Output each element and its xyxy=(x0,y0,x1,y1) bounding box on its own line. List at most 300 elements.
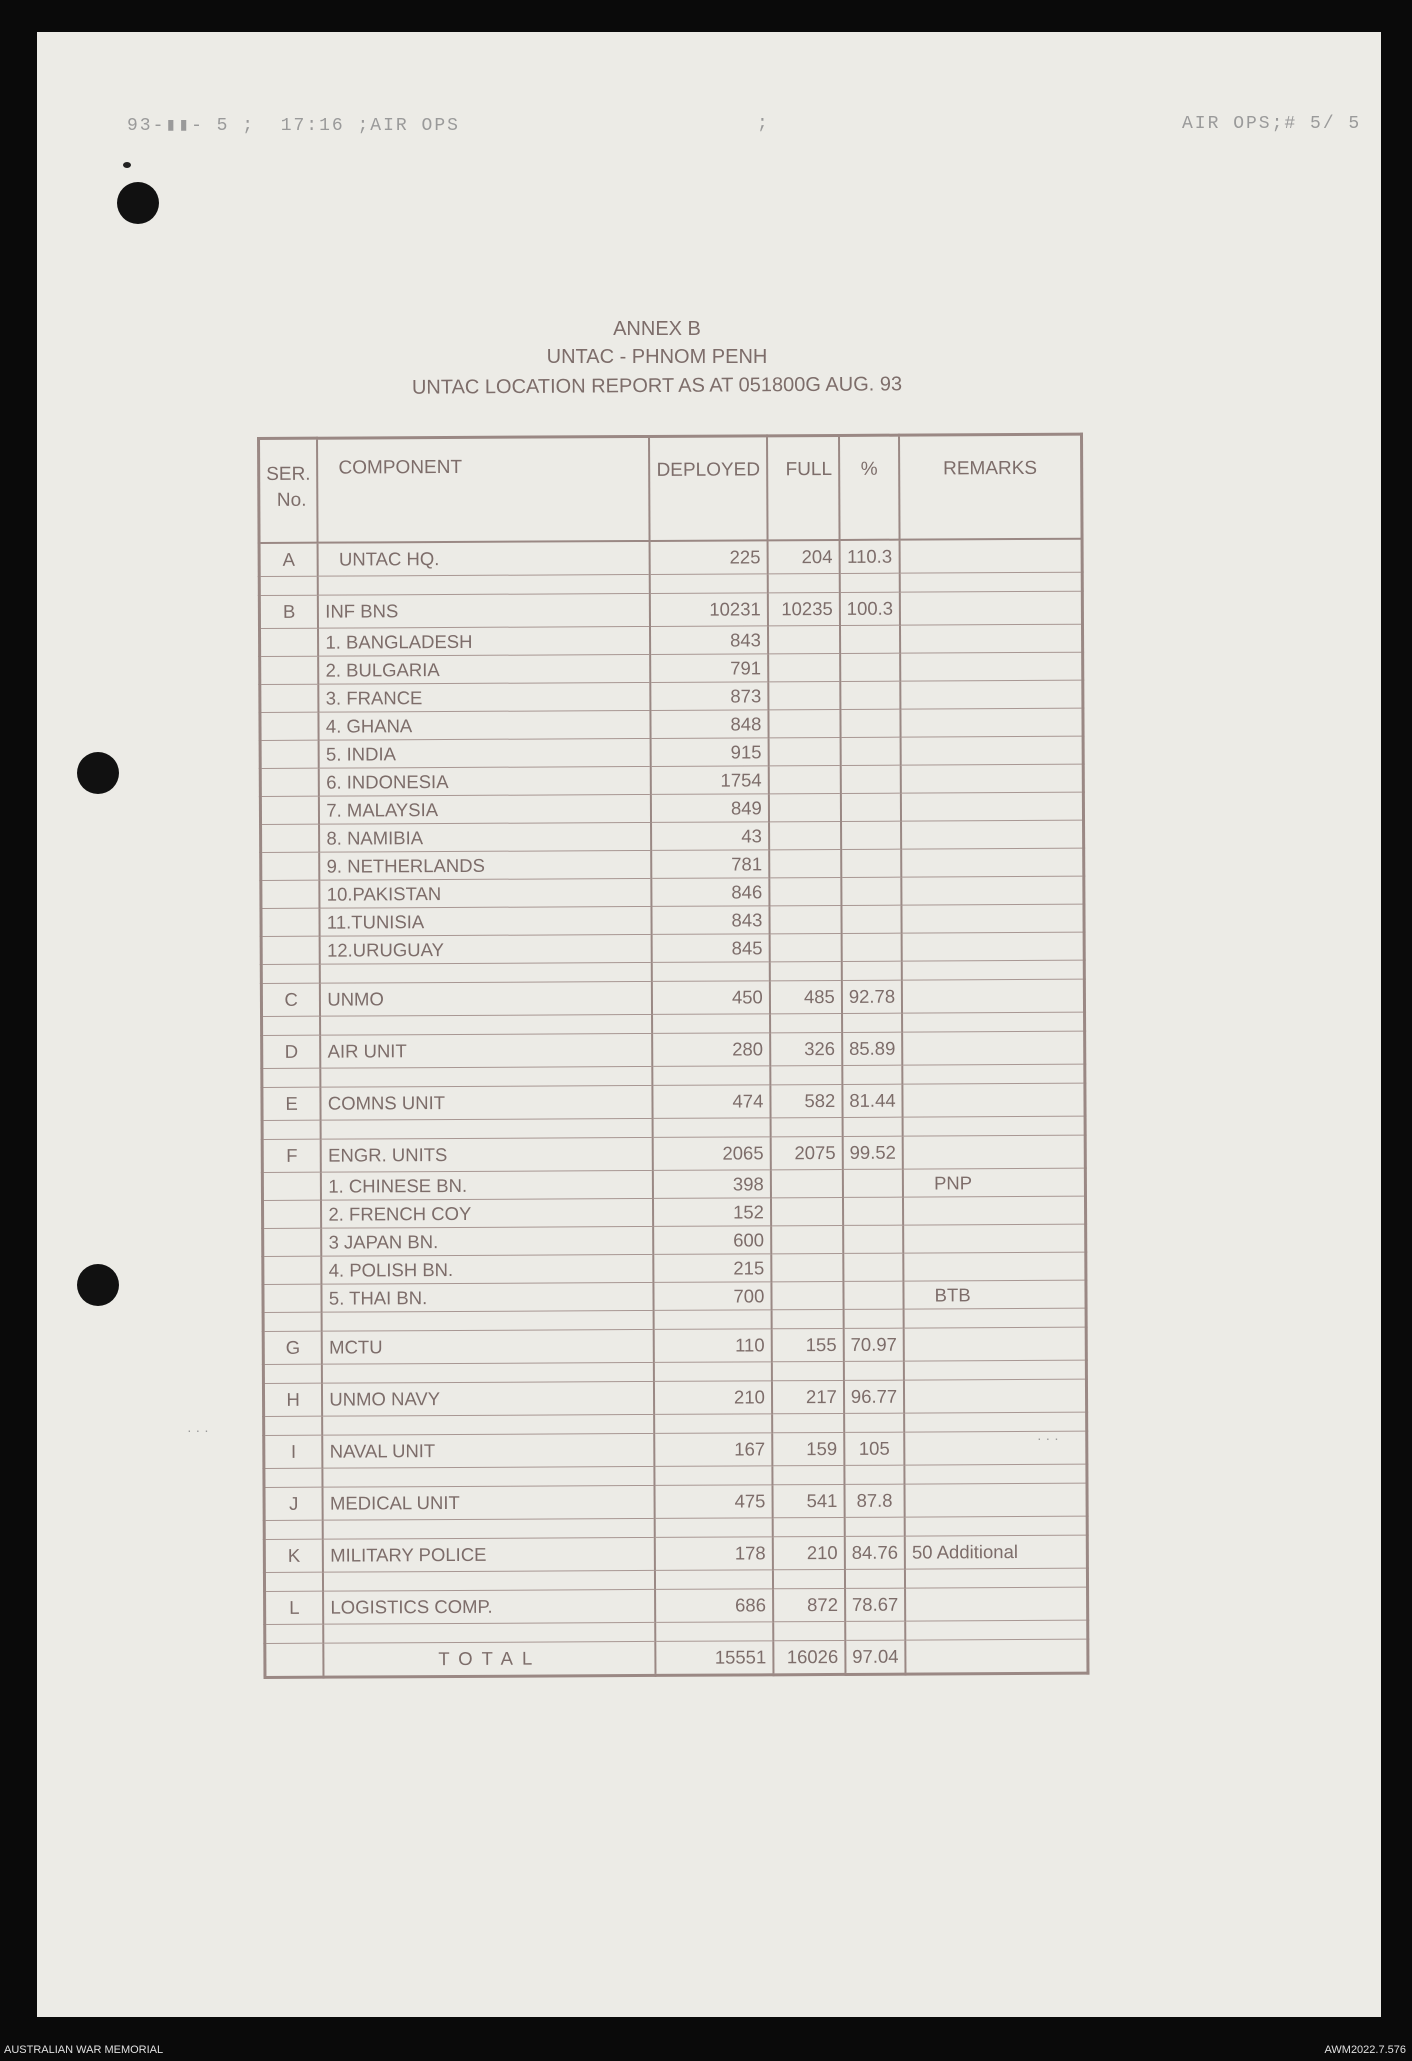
component-cell: UNMO NAVY xyxy=(322,1381,654,1416)
full-cell xyxy=(769,765,841,793)
empty-cell xyxy=(323,1570,655,1591)
sub-component-row xyxy=(263,1224,1086,1256)
header-component: COMPONENT xyxy=(317,436,650,542)
sub-component-row xyxy=(260,792,1083,824)
remarks-cell xyxy=(900,624,1082,653)
remarks-cell xyxy=(901,820,1083,849)
deployed-cell: 450 xyxy=(652,981,770,1015)
empty-cell xyxy=(905,1620,1087,1640)
percent-cell xyxy=(841,765,901,793)
remarks-cell xyxy=(901,708,1083,737)
full-cell: 541 xyxy=(772,1484,844,1517)
percent-cell xyxy=(840,625,900,653)
remarks-cell xyxy=(900,539,1082,573)
empty-cell xyxy=(842,1065,902,1084)
full-cell xyxy=(768,709,840,737)
empty-cell xyxy=(840,573,900,592)
header-deployed: DEPLOYED xyxy=(649,436,767,541)
component-cell: 9. NETHERLANDS xyxy=(320,850,652,880)
percent-cell: 78.67 xyxy=(845,1588,905,1621)
sub-component-row xyxy=(260,764,1083,796)
deployed-cell: 686 xyxy=(655,1589,773,1623)
component-cell: 5. INDIA xyxy=(319,738,651,768)
punch-hole-top xyxy=(117,182,159,224)
empty-cell xyxy=(320,962,652,983)
remarks-cell xyxy=(904,1327,1086,1361)
component-cell: NAVAL UNIT xyxy=(323,1433,655,1468)
percent-cell: 100.3 xyxy=(840,592,900,625)
sub-component-row xyxy=(261,820,1084,852)
total-row xyxy=(265,1639,1088,1677)
percent-cell xyxy=(840,737,900,765)
full-cell xyxy=(769,905,841,933)
ser-cell xyxy=(261,824,320,852)
ser-cell: J xyxy=(264,1487,323,1520)
empty-cell xyxy=(905,1568,1087,1588)
deployed-cell: 600 xyxy=(653,1226,771,1255)
remarks-cell xyxy=(902,979,1084,1013)
document-page xyxy=(37,32,1381,2017)
header-remarks: REMARKS xyxy=(899,434,1082,539)
speck-mark: · · · xyxy=(187,1422,209,1438)
empty-cell xyxy=(264,1468,323,1487)
empty-cell xyxy=(902,960,1084,980)
ser-cell xyxy=(263,1256,322,1284)
sub-component-row xyxy=(262,1196,1085,1228)
empty-cell xyxy=(264,1520,323,1539)
deployed-cell: 846 xyxy=(652,878,770,907)
empty-cell xyxy=(264,1572,323,1591)
ser-cell: G xyxy=(263,1331,322,1364)
ser-cell: F xyxy=(262,1139,321,1172)
percent-cell: 70.97 xyxy=(844,1328,904,1361)
header-percent: % xyxy=(839,435,900,540)
ser-cell xyxy=(260,768,319,796)
empty-cell xyxy=(655,1518,773,1538)
remarks-cell: BTB xyxy=(904,1280,1086,1309)
empty-cell xyxy=(262,1016,321,1035)
empty-cell xyxy=(656,1622,774,1642)
sub-component-row xyxy=(260,624,1083,656)
deployed-cell: 2065 xyxy=(653,1137,771,1171)
full-cell: 217 xyxy=(772,1380,844,1413)
empty-cell xyxy=(265,1624,324,1643)
empty-cell xyxy=(772,1413,844,1432)
empty-cell xyxy=(842,961,902,980)
remarks-cell xyxy=(902,932,1084,961)
empty-cell xyxy=(845,1621,905,1640)
empty-cell xyxy=(843,1309,903,1328)
percent-cell xyxy=(843,1169,903,1197)
ser-cell xyxy=(263,1228,322,1256)
component-row xyxy=(262,1083,1085,1120)
component-cell: 3 JAPAN BN. xyxy=(322,1226,654,1256)
component-cell: 3. FRANCE xyxy=(319,682,651,712)
full-cell xyxy=(769,877,841,905)
deployed-cell: 474 xyxy=(653,1085,771,1119)
component-row xyxy=(259,539,1082,577)
deployed-cell: 873 xyxy=(651,682,769,711)
sub-component-row xyxy=(260,680,1083,712)
deployed-cell: 43 xyxy=(651,822,769,851)
empty-cell xyxy=(842,1117,902,1136)
component-row xyxy=(263,1327,1086,1364)
empty-cell xyxy=(654,1310,772,1330)
component-row xyxy=(264,1535,1087,1572)
empty-cell xyxy=(845,1517,905,1536)
deployed-cell: 475 xyxy=(655,1485,773,1519)
report-title: UNTAC LOCATION REPORT AS AT 051800G AUG. 93 xyxy=(411,373,903,399)
sub-component-row xyxy=(261,932,1084,964)
deployed-cell: 215 xyxy=(654,1254,772,1283)
deployed-cell: 791 xyxy=(651,654,769,683)
ser-cell xyxy=(260,628,319,656)
remarks-cell xyxy=(901,876,1083,905)
punch-hole-bottom xyxy=(77,1264,119,1306)
empty-cell xyxy=(652,962,770,982)
percent-cell xyxy=(843,1197,903,1225)
speck-mark: · · · xyxy=(1037,1430,1059,1446)
empty-cell xyxy=(770,1117,842,1136)
full-cell: 210 xyxy=(773,1536,845,1569)
percent-cell xyxy=(840,681,900,709)
full-cell xyxy=(769,849,841,877)
total-full: 16026 xyxy=(773,1640,845,1674)
full-cell: 485 xyxy=(770,980,842,1013)
full-cell: 582 xyxy=(770,1084,842,1117)
component-cell: 2. BULGARIA xyxy=(319,654,651,684)
percent-cell: 92.78 xyxy=(842,980,902,1013)
sub-component-row xyxy=(263,1252,1086,1284)
empty-cell xyxy=(321,1066,653,1087)
deployed-cell: 849 xyxy=(651,794,769,823)
percent-cell xyxy=(841,905,901,933)
total-percent: 97.04 xyxy=(845,1640,905,1674)
full-cell xyxy=(771,1225,843,1253)
ser-cell: K xyxy=(264,1539,323,1572)
remarks-cell xyxy=(903,1083,1085,1117)
component-cell: MILITARY POLICE xyxy=(323,1537,655,1572)
org-title: UNTAC - PHNOM PENH xyxy=(546,346,768,368)
ser-cell xyxy=(262,1172,321,1200)
table-header-row xyxy=(259,434,1082,543)
remarks-cell xyxy=(903,1196,1085,1225)
ser-cell xyxy=(261,936,320,964)
empty-cell xyxy=(904,1308,1086,1328)
remarks-cell xyxy=(903,1252,1085,1281)
ser-cell xyxy=(260,740,319,768)
full-cell: 10235 xyxy=(768,592,840,625)
empty-cell xyxy=(655,1570,773,1590)
header-ser xyxy=(259,438,318,543)
full-cell xyxy=(768,737,840,765)
ink-smudge xyxy=(123,162,131,168)
full-cell xyxy=(771,1197,843,1225)
empty-cell xyxy=(652,1014,770,1034)
deployed-cell: 843 xyxy=(650,626,768,655)
empty-cell xyxy=(904,1360,1086,1380)
ser-cell xyxy=(261,880,320,908)
full-cell xyxy=(769,821,841,849)
sub-component-row xyxy=(263,1280,1086,1312)
empty-cell xyxy=(773,1517,845,1536)
component-cell: 1. BANGLADESH xyxy=(318,626,650,656)
empty-cell xyxy=(321,1118,653,1139)
component-cell: 8. NAMIBIA xyxy=(319,822,651,852)
empty-cell xyxy=(650,574,768,594)
empty-cell xyxy=(324,1622,656,1643)
empty-cell xyxy=(772,1361,844,1380)
component-cell: MCTU xyxy=(322,1329,654,1364)
empty-cell xyxy=(900,572,1082,592)
full-cell xyxy=(771,1253,843,1281)
component-cell: LOGISTICS COMP. xyxy=(323,1589,655,1624)
header-ser-line2: No. xyxy=(276,489,307,511)
annex-title: ANNEX B xyxy=(613,318,701,340)
remarks-cell: 50 Additional xyxy=(905,1535,1087,1569)
deployed-cell: 152 xyxy=(653,1198,771,1227)
deployed-cell: 210 xyxy=(654,1381,772,1415)
empty-cell xyxy=(842,1013,902,1032)
deployed-cell: 781 xyxy=(652,850,770,879)
total-label: TOTAL xyxy=(324,1641,656,1677)
sub-component-row xyxy=(260,708,1083,740)
empty-cell xyxy=(263,1312,322,1331)
full-cell: 872 xyxy=(773,1588,845,1621)
empty-cell xyxy=(654,1414,772,1434)
component-cell: 4. POLISH BN. xyxy=(322,1254,654,1284)
sub-component-row xyxy=(261,876,1084,908)
component-cell: INF BNS xyxy=(318,593,650,628)
percent-cell: 105 xyxy=(844,1432,904,1465)
component-cell: 7. MALAYSIA xyxy=(319,794,651,824)
empty-cell xyxy=(323,1518,655,1539)
empty-cell xyxy=(902,1064,1084,1084)
percent-cell xyxy=(841,933,901,961)
header-full: FULL xyxy=(767,435,840,540)
full-cell xyxy=(768,653,840,681)
ser-cell: C xyxy=(261,983,320,1016)
empty-cell xyxy=(905,1464,1087,1484)
component-row xyxy=(263,1379,1086,1416)
remarks-cell xyxy=(900,680,1082,709)
full-cell xyxy=(768,625,840,653)
empty-cell xyxy=(262,1068,321,1087)
component-row xyxy=(261,979,1084,1016)
full-cell xyxy=(771,1281,843,1309)
component-cell: 10.PAKISTAN xyxy=(320,878,652,908)
remarks-cell xyxy=(902,904,1084,933)
empty-cell xyxy=(263,1364,322,1383)
empty-cell xyxy=(264,1416,323,1435)
component-cell: 12.URUGUAY xyxy=(320,934,652,964)
ser-cell xyxy=(260,712,319,740)
remarks-cell xyxy=(901,764,1083,793)
empty-cell xyxy=(259,576,318,595)
empty-cell xyxy=(902,1012,1084,1032)
ser-cell xyxy=(263,1284,322,1312)
deployed-cell: 700 xyxy=(654,1282,772,1311)
deployed-cell: 167 xyxy=(655,1433,773,1467)
deployed-cell: 280 xyxy=(652,1033,770,1067)
ser-cell: B xyxy=(259,595,318,628)
header-ser-line1: SER. xyxy=(266,463,311,485)
percent-cell: 96.77 xyxy=(844,1380,904,1413)
ser-cell xyxy=(260,656,319,684)
full-cell xyxy=(769,933,841,961)
empty-cell xyxy=(653,1118,771,1138)
fax-header-left: 93-▮▮- 5 ; 17:16 ;AIR OPS xyxy=(127,116,460,136)
empty-cell xyxy=(768,573,840,592)
sub-component-row xyxy=(261,904,1084,936)
component-cell: 2. FRENCH COY xyxy=(321,1198,653,1228)
percent-cell xyxy=(841,793,901,821)
empty-cell xyxy=(261,964,320,983)
ser-cell xyxy=(262,1200,321,1228)
percent-cell xyxy=(843,1225,903,1253)
empty-cell xyxy=(322,1310,654,1331)
percent-cell: 84.76 xyxy=(845,1536,905,1569)
ser-cell xyxy=(260,796,319,824)
percent-cell: 110.3 xyxy=(839,540,899,574)
ser-cell: H xyxy=(263,1383,322,1416)
empty-cell xyxy=(772,1465,844,1484)
percent-cell: 85.89 xyxy=(842,1032,902,1065)
component-row xyxy=(262,1135,1085,1172)
remarks-cell: PNP xyxy=(903,1168,1085,1197)
empty-cell xyxy=(773,1621,845,1640)
full-cell: 159 xyxy=(772,1432,844,1465)
deployed-cell: 178 xyxy=(655,1537,773,1571)
archive-reference: AWM2022.7.576 xyxy=(1324,2044,1406,2056)
empty-cell xyxy=(770,961,842,980)
component-row xyxy=(264,1431,1087,1468)
empty-cell xyxy=(903,1116,1085,1136)
ser-cell: D xyxy=(262,1035,321,1068)
empty-cell xyxy=(770,1065,842,1084)
percent-cell xyxy=(841,877,901,905)
sub-component-row xyxy=(262,1168,1085,1200)
empty-cell xyxy=(318,574,650,595)
empty-cell xyxy=(320,1014,652,1035)
remarks-cell xyxy=(900,591,1082,625)
empty-cell xyxy=(905,1516,1087,1536)
archive-credit: AUSTRALIAN WAR MEMORIAL xyxy=(4,2044,164,2056)
ser-cell: I xyxy=(264,1435,323,1468)
percent-cell xyxy=(840,653,900,681)
full-cell xyxy=(771,1169,843,1197)
punch-hole-middle xyxy=(77,752,119,794)
component-row xyxy=(264,1483,1087,1520)
fax-header-middle: ; xyxy=(757,114,770,134)
empty-cell xyxy=(322,1362,654,1383)
fax-header-right: AIR OPS;# 5/ 5 xyxy=(1182,114,1362,134)
deployed-cell: 845 xyxy=(652,934,770,963)
component-row xyxy=(265,1587,1088,1624)
remarks-cell xyxy=(905,1587,1087,1621)
deployed-cell: 10231 xyxy=(650,593,768,627)
empty-cell xyxy=(323,1466,655,1487)
empty-cell xyxy=(653,1066,771,1086)
remarks-cell xyxy=(901,848,1083,877)
full-cell xyxy=(769,793,841,821)
deployed-cell: 110 xyxy=(654,1329,772,1363)
ser-cell xyxy=(260,684,319,712)
component-cell: 4. GHANA xyxy=(319,710,651,740)
deployed-cell: 843 xyxy=(652,906,770,935)
total-deployed: 15551 xyxy=(656,1641,774,1676)
component-cell: 5. THAI BN. xyxy=(322,1282,654,1312)
component-cell: UNMO xyxy=(320,981,652,1016)
ser-cell xyxy=(261,908,320,936)
deployed-cell: 848 xyxy=(651,710,769,739)
empty-cell xyxy=(322,1414,654,1435)
component-cell: 11.TUNISIA xyxy=(320,906,652,936)
empty-cell xyxy=(655,1466,773,1486)
empty-cell xyxy=(262,1120,321,1139)
empty-cell xyxy=(773,1569,845,1588)
empty-cell xyxy=(844,1465,904,1484)
empty-cell xyxy=(845,1569,905,1588)
deployed-cell: 398 xyxy=(653,1170,771,1199)
percent-cell: 99.52 xyxy=(843,1136,903,1169)
full-cell: 204 xyxy=(767,540,839,574)
full-cell: 155 xyxy=(772,1328,844,1361)
ser-cell: L xyxy=(265,1591,324,1624)
location-report-table xyxy=(257,433,1089,1679)
remarks-cell xyxy=(900,652,1082,681)
remarks-cell xyxy=(904,1431,1086,1465)
component-row xyxy=(259,591,1082,628)
empty-cell xyxy=(265,1643,324,1677)
deployed-cell: 1754 xyxy=(651,766,769,795)
empty-cell xyxy=(844,1361,904,1380)
empty-cell xyxy=(904,1412,1086,1432)
component-cell: 1. CHINESE BN. xyxy=(321,1170,653,1200)
percent-cell xyxy=(843,1281,903,1309)
empty-cell xyxy=(770,1013,842,1032)
empty-cell xyxy=(905,1639,1087,1674)
component-cell: UNTAC HQ. xyxy=(318,541,650,576)
deployed-cell: 225 xyxy=(650,540,768,574)
remarks-cell xyxy=(903,1224,1085,1253)
remarks-cell xyxy=(905,1483,1087,1517)
ser-cell: A xyxy=(259,543,318,577)
sub-component-row xyxy=(260,736,1083,768)
empty-cell xyxy=(654,1362,772,1382)
percent-cell xyxy=(843,1253,903,1281)
remarks-cell xyxy=(901,736,1083,765)
component-row xyxy=(262,1031,1085,1068)
percent-cell: 81.44 xyxy=(842,1084,902,1117)
deployed-cell: 915 xyxy=(651,738,769,767)
remarks-cell xyxy=(902,1031,1084,1065)
ser-cell: E xyxy=(262,1087,321,1120)
remarks-cell xyxy=(904,1379,1086,1413)
component-cell: ENGR. UNITS xyxy=(321,1137,653,1172)
sub-component-row xyxy=(261,848,1084,880)
component-cell: AIR UNIT xyxy=(320,1033,652,1068)
full-cell: 326 xyxy=(770,1032,842,1065)
full-cell: 2075 xyxy=(771,1136,843,1169)
percent-cell xyxy=(841,849,901,877)
component-cell: MEDICAL UNIT xyxy=(323,1485,655,1520)
percent-cell: 87.8 xyxy=(844,1484,904,1517)
remarks-cell xyxy=(903,1135,1085,1169)
component-cell: 6. INDONESIA xyxy=(319,766,651,796)
full-cell xyxy=(768,681,840,709)
ser-cell xyxy=(261,852,320,880)
